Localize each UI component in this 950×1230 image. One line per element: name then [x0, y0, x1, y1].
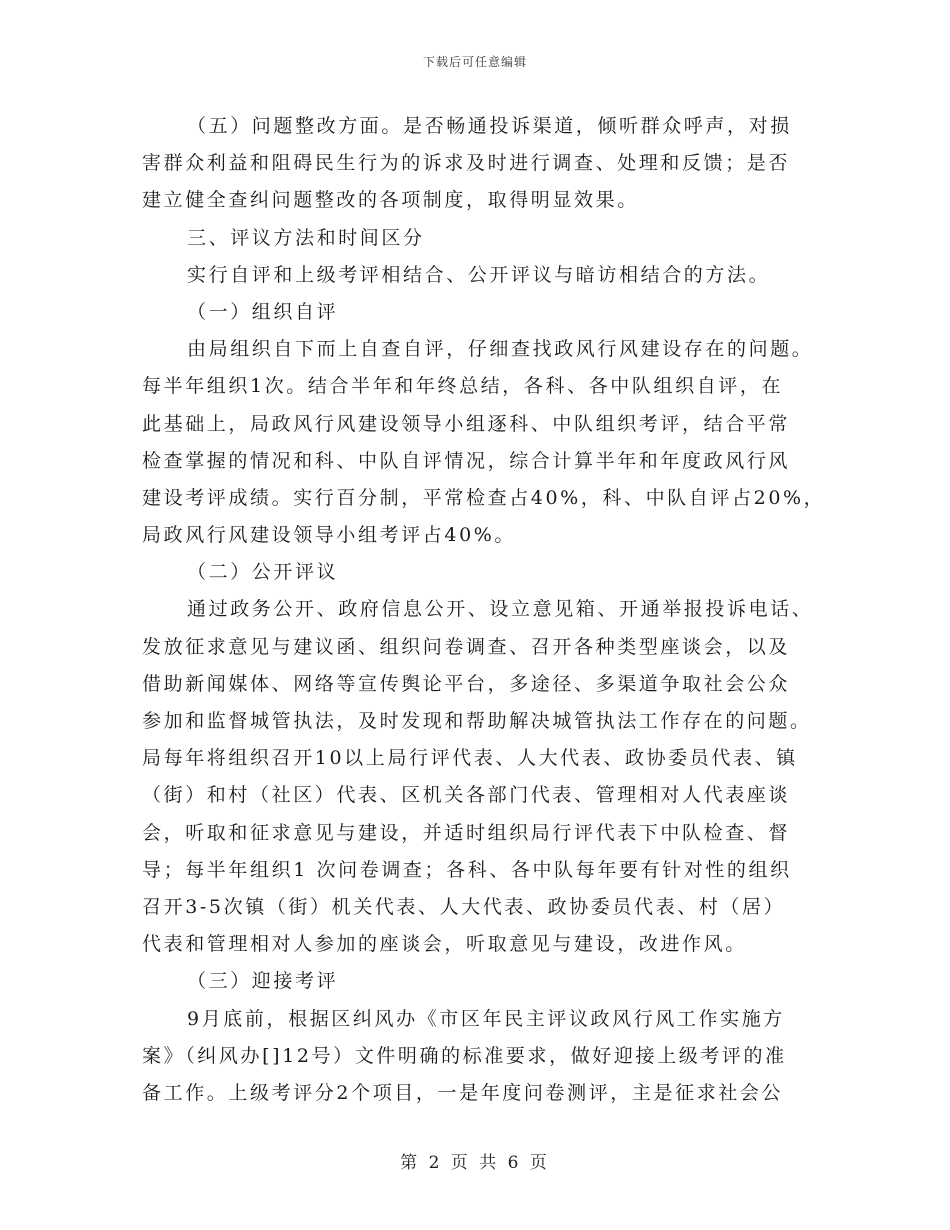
- text-line: 通过政务公开、政府信息公开、设立意见箱、开通举报投诉电话、: [187, 598, 814, 621]
- text-line: 局政风行风建设领导小组考评占40%。: [142, 524, 517, 547]
- text-line: 检查掌握的情况和科、中队自评情况，综合计算半年和年度政风行风: [142, 449, 791, 472]
- text-line: 代表和管理相对人参加的座谈会，听取意见与建设，改进作风。: [142, 933, 747, 956]
- text-line: 备工作。上级考评分2个项目，一是年度问卷测评，主是征求社会公: [142, 1081, 784, 1104]
- document-body: [142, 108, 826, 1112]
- text-line: 案》（纠风办[]12号）文件明确的标准要求，做好迎接上级考评的准: [142, 1044, 787, 1067]
- text-line: （一）组织自评: [187, 300, 339, 323]
- text-line: 此基础上，局政风行风建设领导小组逐科、中队组织考评，结合平常: [142, 412, 791, 435]
- text-line: 三、评议方法和时间区分: [187, 226, 425, 249]
- text-line: 导；每半年组织1 次问卷调查；各科、各中队每年要有针对性的组织: [142, 858, 792, 881]
- page-number-footer: 第 2 页 共 6 页: [400, 1153, 550, 1173]
- text-line: 局每年将组织召开10以上局行评代表、人大代表、政协委员代表、镇: [142, 747, 798, 770]
- text-line: （五）问题整改方面。是否畅通投诉渠道，倾听群众呼声，对损: [187, 115, 792, 137]
- text-line: 参加和监督城管执法，及时发现和帮助解决城管执法工作存在的问题。: [142, 710, 812, 732]
- text-line: 召开3-5次镇（街）机关代表、人大代表、政协委员代表、村（居）: [142, 895, 786, 918]
- text-line: 实行自评和上级考评相结合、公开评议与暗访相结合的方法。: [187, 263, 771, 286]
- text-line: 建立健全查纠问题整改的各项制度，取得明显效果。: [142, 189, 639, 212]
- text-line: 由局组织自下而上自查自评，仔细查找政风行风建设存在的问题。: [187, 338, 814, 361]
- text-line: （二）公开评议: [187, 561, 339, 584]
- text-line: 建设考评成绩。实行百分制，平常检查占40%，科、中队自评占20%，: [142, 486, 826, 509]
- page-header: 下载后可任意编辑: [422, 55, 527, 69]
- text-line: （三）迎接考评: [187, 970, 339, 993]
- text-line: 每半年组织1次。结合半年和年终总结，各科、各中队组织自评，在: [142, 375, 784, 398]
- text-line: 会，听取和征求意见与建设，并适时组织局行评代表下中队检查、督: [142, 821, 791, 844]
- text-line: 害群众利益和阻碍民生行为的诉求及时进行调查、处理和反馈；是否: [142, 152, 791, 175]
- text-line: 9月底前，根据区纠风办《市区年民主评议政风行风工作实施方: [187, 1007, 785, 1030]
- text-line: （街）和村（社区）代表、区机关各部门代表、管理相对人代表座谈: [142, 784, 791, 807]
- text-line: 借助新闻媒体、网络等宣传舆论平台，多途径、多渠道争取社会公众: [142, 672, 791, 695]
- text-line: 发放征求意见与建议函、组织问卷调查、召开各种类型座谈会，以及: [142, 635, 791, 658]
